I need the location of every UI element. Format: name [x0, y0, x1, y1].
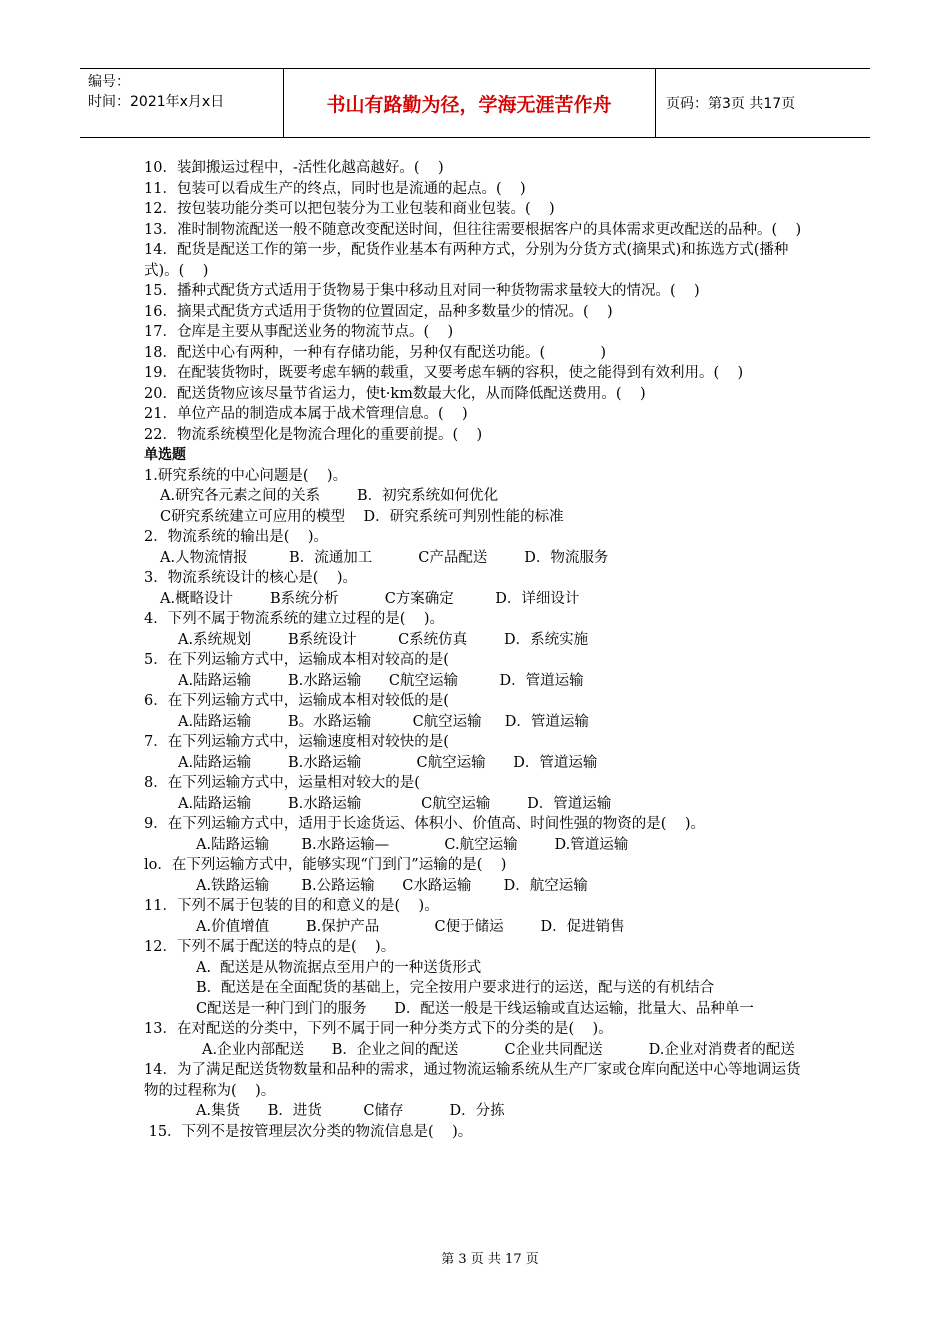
header-page-label: 页码：第3页 共17页 — [666, 96, 796, 112]
question-options: A.研究各元素之间的关系 B．初究系统如何优化 — [160, 488, 499, 504]
question: lo．在下列运输方式中，能够实现“门到门”运输的是( ) — [144, 857, 507, 873]
question-option: A. 配送是从物流据点至用户的一种送货形式 — [196, 959, 482, 976]
question: 3．物流系统设计的核心是( )。 — [144, 570, 357, 586]
question: 12．下列不属于配送的特点的是( )。 — [144, 939, 396, 955]
judge-item: 13．准时制物流配送一般不随意改变配送时间，但往往需要根据客户的具体需求更改配送的品种。( ) — [144, 221, 802, 238]
judge-item: 18．配送中心有两种，一种有存储功能，另种仅有配送功能。( ) — [144, 344, 607, 361]
judge-item: 22．物流系统模型化是物流合理化的重要前提。( ) — [144, 426, 483, 443]
question-options: A.陆路运输 B。水路运输 C航空运输 D．管道运输 — [178, 713, 589, 730]
question-options: A.人物流情报 B．流通加工 C产品配送 D．物流服务 — [160, 549, 609, 566]
question: 14．为了满足配送货物数量和品种的需求，通过物流运输系统从生产厂家或仓库向配送中心等地调运货物的过程称为( )。 — [144, 1062, 801, 1099]
question-options: A.铁路运输 B.公路运输 C水路运输 D．航空运输 — [196, 877, 588, 894]
header-divider — [655, 69, 656, 137]
question: 1.研究系统的中心问题是( )。 — [144, 467, 348, 484]
question-options: A.企业内部配送 B．企业之间的配送 C企业共同配送 D.企业对消费者的配送 — [202, 1041, 795, 1058]
judge-item: 16．摘果式配货方式适用于货物的位置固定，品种多数量少的情况。( ) — [144, 303, 613, 320]
question: 4．下列不属于物流系统的建立过程的是( )。 — [144, 611, 444, 627]
document-body — [144, 158, 810, 1142]
question-options: A.陆路运输 B.水路运输— C.航空运输 D.管道运输 — [196, 836, 629, 853]
judge-item: 21．单位产品的制造成本属于战术管理信息。( ) — [144, 406, 468, 422]
question-option: B．配送是在全面配货的基础上，完全按用户要求进行的运送，配与送的有机结合 — [196, 980, 715, 996]
time-label: 时间：2021年x月x日 — [88, 94, 225, 110]
question-options: A.陆路运输 B.水路运输 C航空运输 D．管道运输 — [178, 795, 612, 812]
judge-item: 20．配送货物应该尽量节省运力，使t·km数最大化，从而降低配送费用。( ) — [144, 385, 646, 402]
question-options: A.价值增值 B.保护产品 C便于储运 D．促进销售 — [196, 918, 625, 935]
question: 11．下列不属于包装的目的和意义的是( )。 — [144, 898, 439, 914]
question: 2．物流系统的输出是( )。 — [144, 529, 328, 545]
header-meta — [88, 72, 224, 112]
question: 9．在下列运输方式中，适用于长途货运、体积小、价值高、时间性强的物资的是( )。 — [144, 816, 705, 832]
header-motto: 书山有路勤为径，学海无涯苦作舟 — [326, 94, 612, 116]
judge-item: 15．播种式配货方式适用于货物易于集中移动且对同一种货物需求量较大的情况。( ) — [144, 283, 700, 299]
question: 5．在下列运输方式中，运输成本相对较高的是( — [144, 652, 449, 668]
question-option: C配送是一种门到门的服务 D．配送一般是干线运输或直达运输，批量大、品种单一 — [196, 1000, 754, 1017]
question-options: A.集货 B．进货 C储存 D．分拣 — [196, 1103, 505, 1119]
question: 13．在对配送的分类中，下列不属于同一种分类方式下的分类的是( )。 — [144, 1021, 613, 1037]
judge-item: 12．按包装功能分类可以把包装分为工业包装和商业包装。( ) — [144, 201, 555, 217]
page-footer: 第 3 页 共 17 页 — [441, 1252, 539, 1267]
question-options: A.陆路运输 B.水路运输 C航空运输 D．管道运输 — [178, 754, 598, 771]
question-options: C研究系统建立可应用的模型 D．研究系统可判别性能的标准 — [160, 508, 564, 525]
question: 8．在下列运输方式中，运量相对较大的是( — [144, 775, 420, 791]
question-options: A.系统规划 B系统设计 C系统仿真 D．系统实施 — [178, 631, 589, 648]
question: 7．在下列运输方式中，运输速度相对较快的是( — [144, 734, 449, 750]
question: 6．在下列运输方式中，运输成本相对较低的是( — [144, 693, 449, 709]
question-options: A.概略设计 B系统分析 C方案确定 D．详细设计 — [160, 590, 580, 607]
section-title: 单选题 — [144, 447, 186, 463]
judge-item: 19．在配装货物时，既要考虑车辆的载重，又要考虑车辆的容积，使之能得到有效利用。( ) — [144, 365, 744, 381]
page-header — [80, 68, 870, 138]
question-options: A.陆路运输 B.水路运输 C航空运输 D．管道运输 — [178, 672, 584, 689]
judge-item: 17．仓库是主要从事配送业务的物流节点。( ) — [144, 324, 454, 340]
question: 15．下列不是按管理层次分类的物流信息是( )。 — [144, 1123, 473, 1140]
judge-item: 10．装卸搬运过程中，-活性化越高越好。( ) — [144, 160, 444, 176]
number-label: 编号： — [88, 74, 130, 90]
judge-item: 11．包装可以看成生产的终点，同时也是流通的起点。( ) — [144, 180, 526, 197]
judge-item: 14．配货是配送工作的第一步，配货作业基本有两种方式，分别为分货方式(摘果式)和拣选方式(播种式)。( ) — [144, 242, 789, 279]
